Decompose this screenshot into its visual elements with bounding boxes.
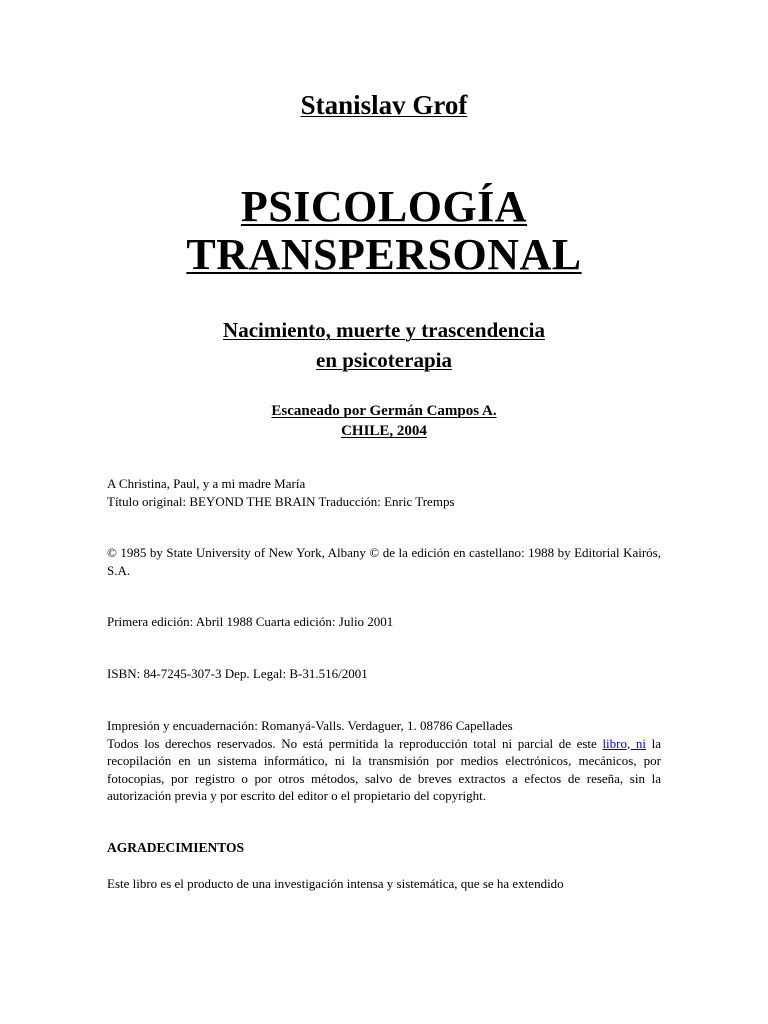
title-line-2: TRANSPERSONAL	[186, 230, 582, 279]
book-title	[0, 183, 768, 279]
subtitle-line-1: Nacimiento, muerte y trascendencia	[223, 318, 545, 342]
scan-credit-line-2: CHILE, 2004	[341, 423, 427, 439]
rights-paragraph	[107, 735, 661, 805]
subtitle-line-2: en psicoterapia	[316, 348, 452, 372]
rights-text-after-link: la recopilación en un sistema informático, ni la transmisión por medios electrónicos, mecánicos, por fotocopias, por registro o por otros métodos, salvo de breves extractos a efectos de reseña, sin la autorización previa y por escrito del editor o el propietario del copyright.	[107, 735, 661, 803]
editions-text: Primera edición: Abril 1988 Cuarta edición: Julio 2001	[107, 614, 394, 629]
original-title-text: Título original: BEYOND THE BRAIN Traducción: Enric Tremps	[107, 493, 455, 509]
dedication-block	[107, 475, 661, 510]
isbn-text: ISBN: 84-7245-307-3 Dep. Legal: B-31.516/2001	[107, 666, 368, 681]
author-text: Stanislav Grof	[300, 90, 468, 120]
title-line-1: PSICOLOGÍA	[240, 182, 528, 231]
scan-credit-line-1: Escaneado por Germán Campos A.	[271, 403, 497, 419]
section-heading: AGRADECIMIENTOS	[107, 840, 245, 855]
copyright-text: © 1985 by State University of New York, Albany © de la edición en castellano: 1988 by Editorial Kairós, S.A.	[107, 545, 661, 578]
printing-text: Impresión y encuadernación: Romanyá-Valls. Verdaguer, 1. 08786 Capellades	[107, 718, 513, 733]
dedication-text: A Christina, Paul, y a mi madre María	[107, 476, 306, 491]
intro-paragraph: Este libro es el producto de una investigación intensa y sistemática, que se ha extendido	[107, 876, 564, 891]
scan-credit	[0, 401, 768, 441]
author-name	[0, 90, 768, 121]
book-link[interactable]: libro, ni	[602, 735, 646, 751]
rights-block	[107, 717, 661, 805]
book-subtitle	[0, 315, 768, 375]
rights-text-before-link: Todos los derechos reservados. No está permitida la reproducción total ni parcial de este	[107, 735, 603, 751]
